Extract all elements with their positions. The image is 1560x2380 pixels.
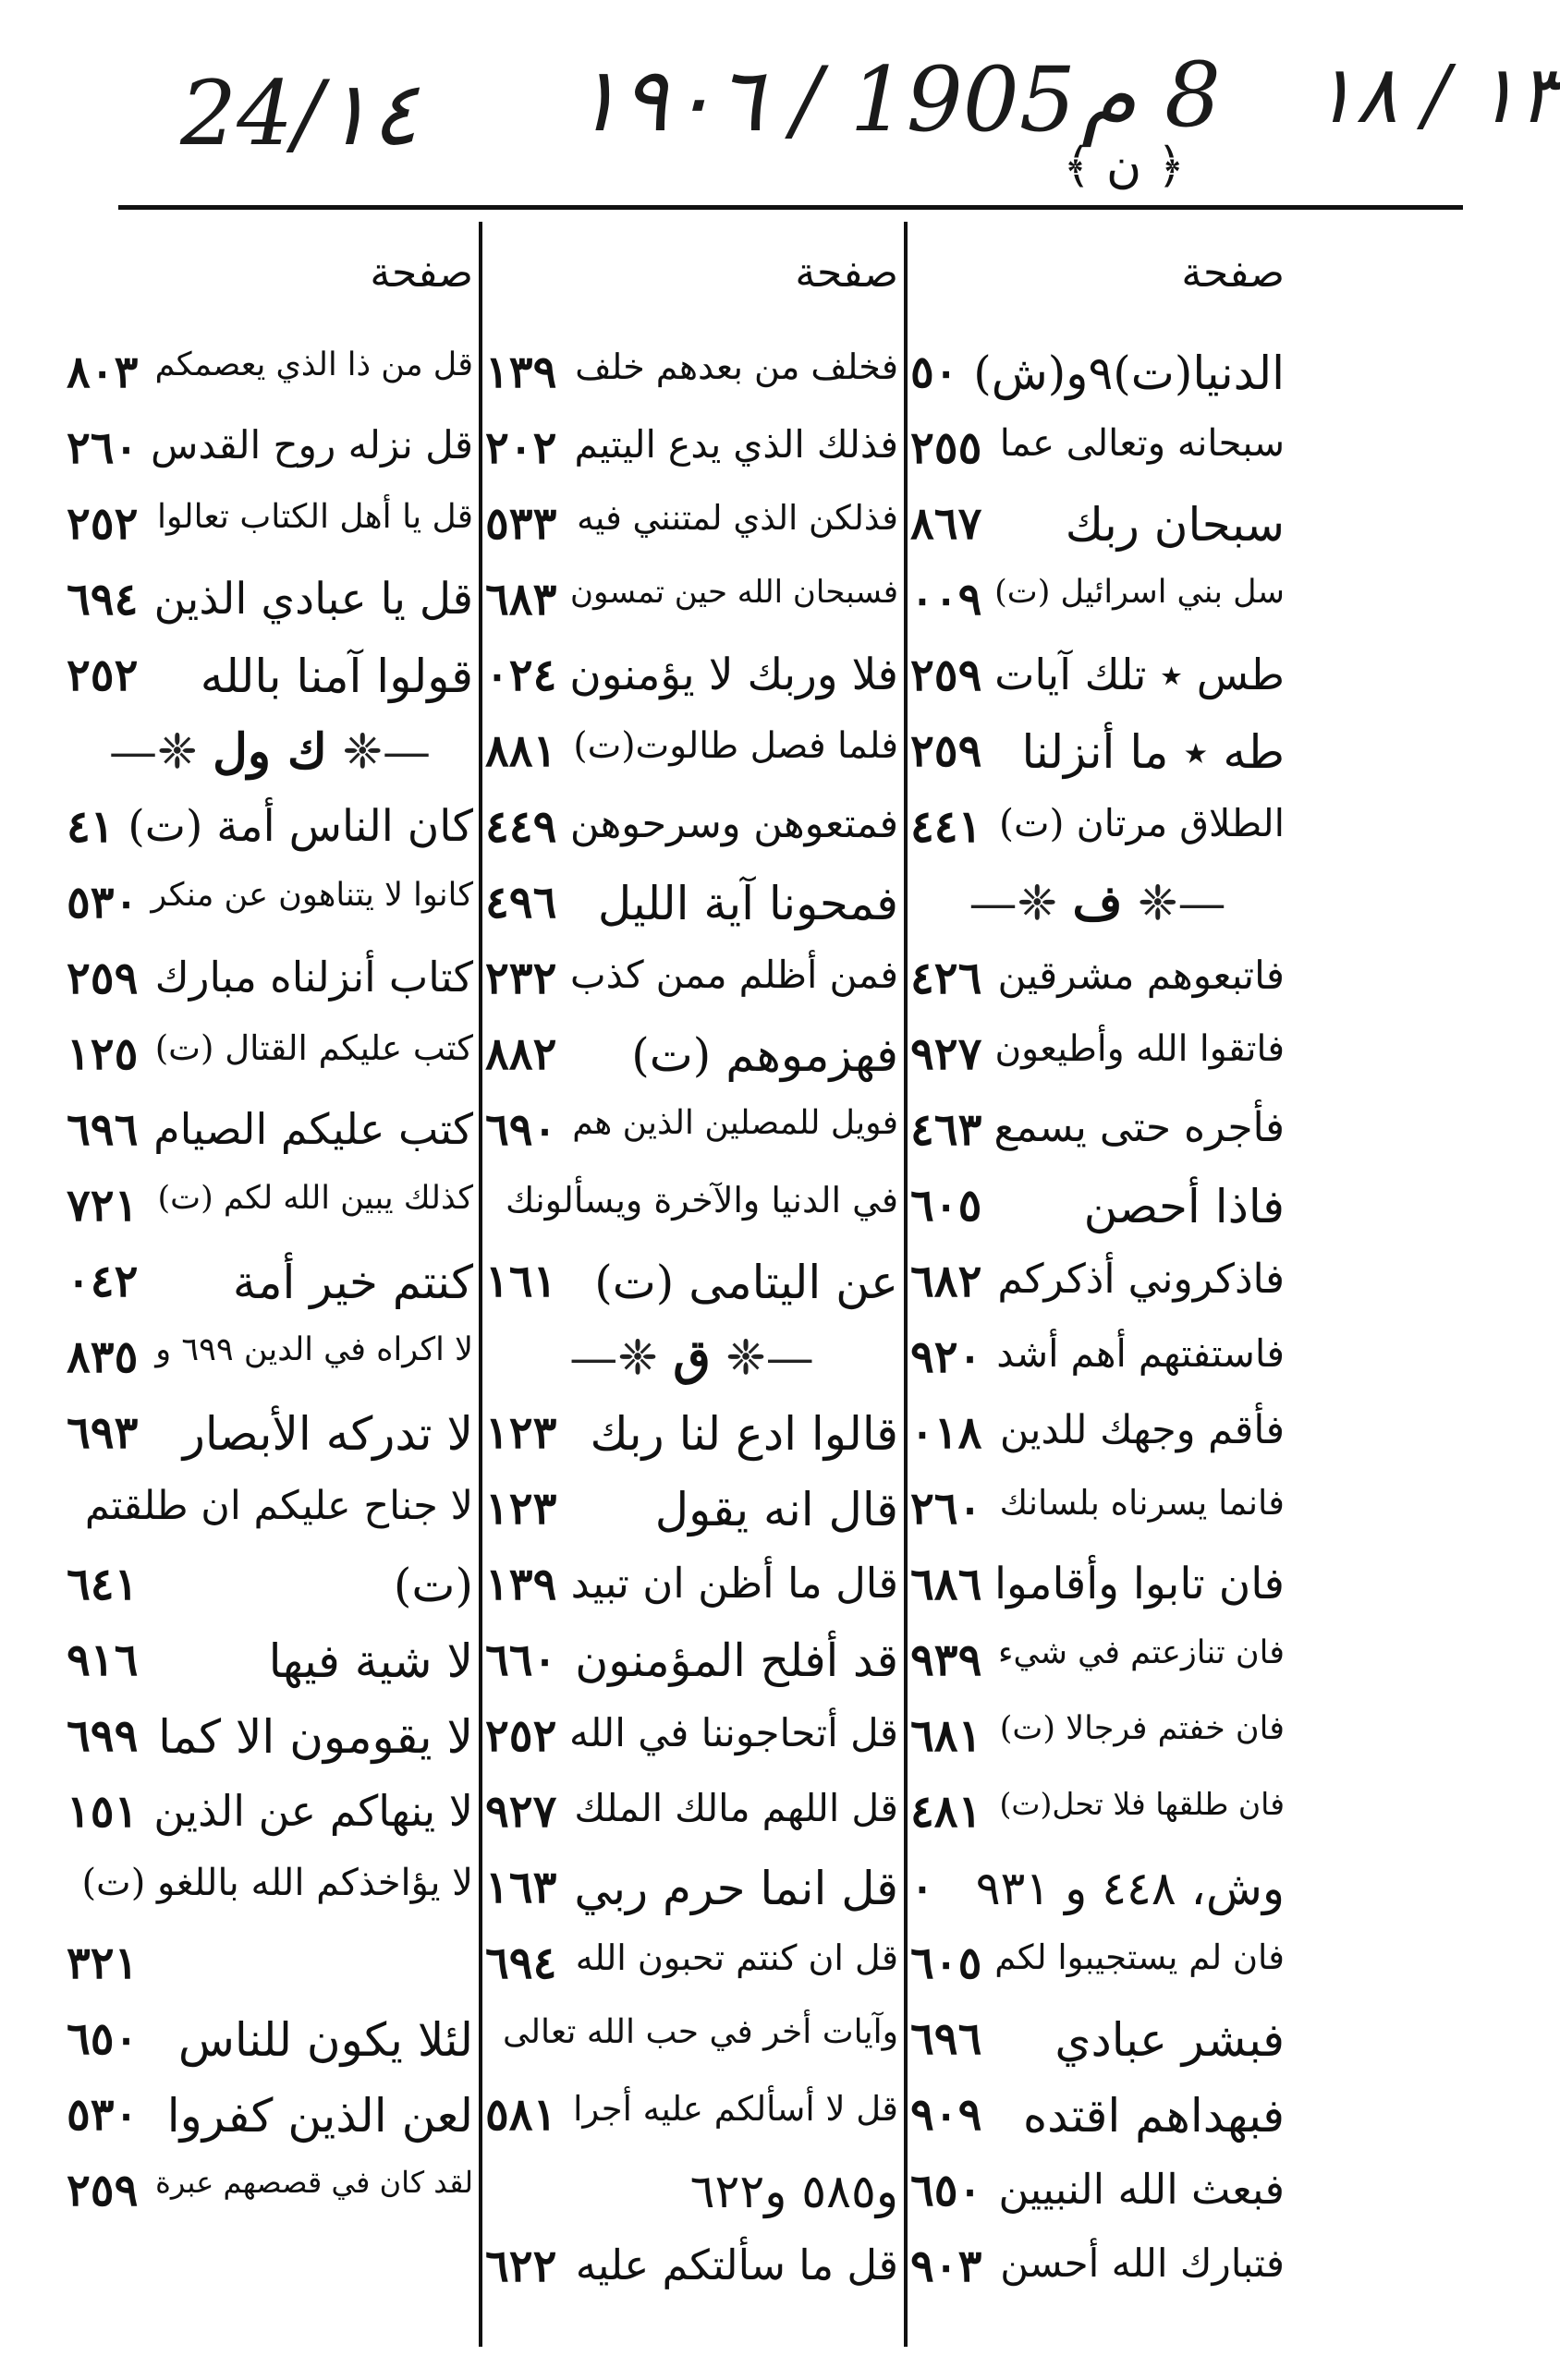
entry-text: فويل للمصلين الذين هم bbox=[572, 1104, 898, 1142]
entry-text: لا يؤاخذكم الله باللغو (ت) bbox=[81, 1862, 473, 1904]
page-number: ٠٢٤ bbox=[485, 650, 557, 701]
entry-text: فاتبعوهم مشرقين bbox=[997, 953, 1285, 998]
index-entry bbox=[67, 1701, 473, 1777]
entry-text: فتبارك الله أحسن bbox=[1000, 2240, 1285, 2286]
page-number: ٩٢٧ bbox=[910, 1028, 982, 1080]
page-number: ٦٩٤ bbox=[485, 1937, 557, 1989]
index-entry bbox=[67, 1852, 473, 1928]
page-number: ٥٣٠ bbox=[67, 2089, 139, 2141]
page-number: ٢٥٩ bbox=[67, 2165, 139, 2216]
entry-text: فبهداهم اقتده bbox=[1022, 2089, 1285, 2143]
page-number: ٠١٨ bbox=[910, 1407, 982, 1459]
handwritten-note-left: 24/١٤ bbox=[180, 62, 419, 165]
page-number: ٠٠٩ bbox=[910, 574, 982, 625]
page-number: ١٢٥ bbox=[67, 1028, 139, 1080]
entry-text: قل نزله روح القدس bbox=[151, 422, 473, 468]
page-number: ١٦١ bbox=[485, 1256, 557, 1307]
page-number: ٠ bbox=[910, 1862, 934, 1913]
page-number: ٤٤٩ bbox=[485, 801, 557, 853]
index-entry bbox=[485, 868, 898, 943]
entry-text: قل أتحاجوننا في الله bbox=[569, 1710, 898, 1755]
index-entry bbox=[910, 1019, 1285, 1095]
index-column-right bbox=[910, 249, 1285, 2347]
entry-text: كتب عليكم القتال (ت) bbox=[154, 1028, 473, 1068]
section-letter-stamp: ﴿ ن ﴾ bbox=[1063, 139, 1186, 194]
index-column-left bbox=[67, 249, 473, 2347]
page-number: ٤٨١ bbox=[910, 1786, 982, 1838]
section-letter-text: ق bbox=[673, 1330, 711, 1386]
entry-text: سبحان ربك bbox=[1065, 498, 1285, 552]
index-entry bbox=[485, 1625, 898, 1701]
page-number: ٦٨١ bbox=[910, 1710, 982, 1762]
ornament-icon: —❈ bbox=[326, 724, 432, 780]
index-entry bbox=[67, 1246, 473, 1322]
entry-text: قولوا آمنا بالله bbox=[200, 650, 473, 703]
entry-text: فأجره حتى يسمع bbox=[993, 1104, 1285, 1151]
index-entry bbox=[910, 1852, 1285, 1928]
ornament-icon: —❈ bbox=[710, 1330, 814, 1386]
entry-text: قل يا أهل الكتاب تعالوا bbox=[157, 498, 473, 536]
index-entry bbox=[485, 1928, 898, 2004]
entry-text: فذلكن الذي لمتنني فيه bbox=[577, 498, 898, 538]
page-number: ٢٥٥ bbox=[910, 422, 982, 474]
index-entry bbox=[67, 1928, 473, 2004]
page-number: ٦٨٦ bbox=[910, 1559, 982, 1610]
page-number: ٢٥٢ bbox=[485, 1710, 557, 1762]
entry-text: فسبحان الله حين تمسون bbox=[570, 574, 898, 611]
index-entry bbox=[485, 413, 898, 489]
index-entry bbox=[910, 716, 1285, 792]
index-entry bbox=[910, 2080, 1285, 2155]
section-letter-text: ك ول bbox=[213, 723, 327, 780]
index-entry bbox=[485, 1474, 898, 1549]
page-number: ٢٥٩ bbox=[67, 953, 139, 1004]
handwritten-note-middle: ١٩٠٦ / 1905 bbox=[573, 48, 1076, 152]
page-number: ٦٥٠ bbox=[67, 2013, 139, 2065]
top-rule bbox=[118, 205, 1463, 210]
page-number: ٨٨٢ bbox=[485, 1028, 557, 1080]
entry-text: فان تابوا وأقاموا bbox=[993, 1559, 1285, 1609]
index-column-middle bbox=[485, 249, 898, 2347]
index-entry bbox=[485, 1777, 898, 1852]
entry-text: طس ٭ تلك آيات bbox=[994, 650, 1285, 699]
index-entry bbox=[910, 1474, 1285, 1549]
entry-text: فان لم يستجيبوا لكم bbox=[994, 1937, 1285, 1977]
page-number: ١٢٣ bbox=[485, 1483, 557, 1535]
page-number: ٦٠٥ bbox=[910, 1937, 982, 1989]
entry-text: كنتم خير أمة bbox=[232, 1256, 473, 1309]
entry-text: لعن الذين كفروا bbox=[166, 2089, 473, 2143]
index-entry bbox=[485, 2004, 898, 2080]
index-entry bbox=[485, 2231, 898, 2307]
entry-text: كان الناس أمة (ت) bbox=[128, 801, 473, 852]
index-entry bbox=[67, 337, 473, 413]
page-number: ٥٣٠ bbox=[67, 877, 139, 929]
entry-text: فمحونا آية الليل bbox=[597, 877, 898, 930]
entry-text: و٥٨٥ و٦٢٢ bbox=[689, 2165, 898, 2218]
column-header: صفحة bbox=[370, 249, 473, 297]
page-number: ٠٤٢ bbox=[67, 1256, 139, 1307]
index-entry bbox=[485, 1171, 898, 1246]
page-number: ٦٩٠ bbox=[485, 1104, 557, 1156]
entry-text: فأقم وجهك للدين bbox=[999, 1407, 1285, 1453]
entry-text: لقد كان في قصصهم عبرة bbox=[155, 2165, 473, 2200]
entry-text: فاذا أحصن bbox=[1083, 1180, 1285, 1233]
column-divider-right bbox=[904, 222, 908, 2347]
page-number: ٢٥٩ bbox=[910, 650, 982, 701]
letter-section-header bbox=[485, 1322, 898, 1398]
page-number: ٦٢٢ bbox=[485, 2240, 557, 2292]
entry-text: كتب عليكم الصيام bbox=[153, 1104, 473, 1154]
index-entry bbox=[910, 2231, 1285, 2307]
entry-text: كتاب أنزلناه مبارك bbox=[154, 953, 473, 1002]
index-entry bbox=[910, 1322, 1285, 1398]
letter-section-header bbox=[67, 716, 473, 792]
index-entry bbox=[67, 1095, 473, 1171]
entry-text: قل يا عبادي الذين bbox=[153, 574, 473, 625]
page-number: ٢٦٠ bbox=[67, 422, 139, 474]
index-entry bbox=[485, 943, 898, 1019]
handwritten-note-right-b: ١٣ / ١٨ bbox=[1312, 49, 1560, 141]
entry-text: الطلاق مرتان (ت) bbox=[998, 801, 1285, 845]
page-number: ٩٢٧ bbox=[485, 1786, 557, 1838]
entry-text: عن اليتامى (ت) bbox=[594, 1256, 898, 1309]
page-number: ٦٩٦ bbox=[67, 1104, 139, 1156]
entry-text: قل ان كنتم تحبون الله bbox=[575, 1937, 898, 1978]
index-entry bbox=[910, 640, 1285, 716]
index-entry bbox=[485, 1095, 898, 1171]
index-entry bbox=[485, 716, 898, 792]
index-entry bbox=[67, 2080, 473, 2155]
index-entry bbox=[910, 2004, 1285, 2080]
entry-text: قال انه يقول bbox=[654, 1483, 898, 1536]
index-entry bbox=[485, 640, 898, 716]
entry-text: قال ما أظن ان تبيد bbox=[570, 1559, 898, 1608]
page-number: ٩٠٣ bbox=[910, 2240, 982, 2292]
entry-text: قالوا ادع لنا ربك bbox=[590, 1407, 898, 1461]
entry-text: فمتعوهن وسرحوهن bbox=[569, 801, 898, 847]
index-entry bbox=[67, 1777, 473, 1852]
page-number: ٥٣٣ bbox=[485, 498, 557, 550]
entry-text: قل انما حرم ربي bbox=[574, 1862, 898, 1915]
handwritten-note-right-a: 8 م bbox=[1081, 43, 1222, 147]
entry-text: الدنيا(ت)٩و(ش) bbox=[973, 346, 1285, 400]
entry-text: فان طلقها فلا تحل(ت) bbox=[999, 1786, 1285, 1822]
page-number: ٩٠٩ bbox=[910, 2089, 982, 2141]
entry-text: قد أفلح المؤمنون bbox=[575, 1634, 898, 1687]
index-entry bbox=[910, 1095, 1285, 1171]
index-entry bbox=[485, 1019, 898, 1095]
index-entry bbox=[67, 2004, 473, 2080]
page-number: ٤١ bbox=[67, 801, 115, 853]
section-letter bbox=[910, 875, 1285, 931]
page-number: ١٦٣ bbox=[485, 1862, 557, 1913]
entry-text: فبشر عبادي bbox=[1054, 2013, 1285, 2067]
index-entry bbox=[910, 565, 1285, 640]
page-number: ٦٩٩ bbox=[67, 1710, 139, 1762]
entry-text: لا يقومون الا كما bbox=[158, 1710, 473, 1764]
entry-text: سبحانه وتعالى عما bbox=[999, 422, 1285, 465]
page-number: ١٣٩ bbox=[485, 346, 557, 398]
entry-text: فاذكروني أذكركم bbox=[997, 1256, 1285, 1303]
index-entry bbox=[67, 868, 473, 943]
page-number: ٩١٦ bbox=[67, 1634, 139, 1686]
index-entry bbox=[67, 792, 473, 868]
entry-text: وش، ٤٤٨ و ٩٣١ bbox=[975, 1862, 1285, 1915]
page-number: ٩٣٩ bbox=[910, 1634, 982, 1686]
entry-text: (ت) bbox=[393, 1559, 473, 1612]
page-number: ١٣٩ bbox=[485, 1559, 557, 1610]
index-entry bbox=[910, 489, 1285, 565]
page-number: ٤٤١ bbox=[910, 801, 982, 853]
page-number: ٢٥٢ bbox=[67, 650, 139, 701]
index-entry bbox=[910, 1171, 1285, 1246]
entry-text: لا جناح عليكم ان طلقتم bbox=[84, 1483, 473, 1529]
letter-section-header bbox=[910, 868, 1285, 943]
entry-text: لا اكراه في الدين ٦٩٩ و bbox=[155, 1331, 473, 1368]
column-header: صفحة bbox=[795, 249, 898, 297]
index-entry bbox=[485, 1701, 898, 1777]
section-letter-text: ف bbox=[1072, 875, 1123, 931]
page-number: ٦٩٦ bbox=[910, 2013, 982, 2065]
ornament-icon: ❈— bbox=[108, 724, 213, 780]
entry-text: فان خفتم فرجالا (ت) bbox=[999, 1710, 1285, 1747]
entry-text: فذلك الذي يدع اليتيم bbox=[574, 422, 898, 467]
index-entry bbox=[67, 1171, 473, 1246]
page-number: ٦٦٠ bbox=[485, 1634, 557, 1686]
index-entry bbox=[67, 1474, 473, 1549]
entry-text: قل لا أسألكم عليه أجرا bbox=[573, 2089, 898, 2129]
index-entry bbox=[910, 1549, 1285, 1625]
page-number: ١٥١ bbox=[67, 1786, 139, 1838]
page-number: ٦٩٤ bbox=[67, 574, 139, 625]
index-entry bbox=[910, 1777, 1285, 1852]
column-divider-left bbox=[479, 222, 482, 2347]
entry-list bbox=[485, 337, 898, 2307]
index-entry bbox=[67, 1398, 473, 1474]
index-entry bbox=[485, 2080, 898, 2155]
page-number: ٦٤١ bbox=[67, 1559, 139, 1610]
index-entry bbox=[485, 1246, 898, 1322]
index-entry bbox=[67, 1625, 473, 1701]
index-entry bbox=[485, 2155, 898, 2231]
page-number: ٥٠ bbox=[910, 346, 958, 398]
index-entry bbox=[485, 1852, 898, 1928]
index-entry bbox=[910, 1246, 1285, 1322]
page-number: ١٢٣ bbox=[485, 1407, 557, 1459]
entry-text: فخلف من بعدهم خلف bbox=[575, 346, 898, 387]
page-number: ٦٥٠ bbox=[910, 2165, 982, 2216]
page-number: ٢٥٢ bbox=[67, 498, 139, 550]
index-entry bbox=[910, 1928, 1285, 2004]
index-entry bbox=[910, 1398, 1285, 1474]
index-entry bbox=[910, 413, 1285, 489]
page-number: ٨٦٧ bbox=[910, 498, 982, 550]
page-number: ٢٥٩ bbox=[910, 725, 982, 777]
entry-text: طه ٭ ما أنزلنا bbox=[1021, 725, 1285, 779]
page-number: ٨٠٣ bbox=[67, 346, 139, 398]
index-entry bbox=[485, 792, 898, 868]
index-entry bbox=[910, 1625, 1285, 1701]
page-number: ٤٦٣ bbox=[910, 1104, 982, 1156]
index-entry bbox=[67, 413, 473, 489]
index-entry bbox=[485, 1549, 898, 1625]
index-entry bbox=[910, 792, 1285, 868]
entry-text: في الدنيا والآخرة ويسألونك bbox=[506, 1180, 898, 1220]
entry-list bbox=[910, 337, 1285, 2307]
page-number: ٣٢١ bbox=[67, 1937, 139, 1989]
entry-text: فاستفتهم أهم أشد bbox=[996, 1331, 1285, 1376]
entry-text: كانوا لا يتناهون عن منكر bbox=[151, 877, 473, 914]
section-letter bbox=[67, 723, 473, 780]
page-number: ٦٨٣ bbox=[485, 574, 557, 625]
entry-text: فلما فصل طالوت(ت) bbox=[573, 725, 898, 767]
entry-list bbox=[67, 337, 473, 2231]
page-number: ٢٠٢ bbox=[485, 422, 557, 474]
page-number: ٥٨١ bbox=[485, 2089, 557, 2141]
entry-text: قل ما سألتكم عليه bbox=[575, 2240, 898, 2289]
index-entry bbox=[910, 943, 1285, 1019]
page-number: ٨٨١ bbox=[485, 725, 557, 777]
entry-text: فاتقوا الله وأطيعون bbox=[994, 1028, 1285, 1070]
entry-text: فبعث الله النبيين bbox=[998, 2165, 1285, 2214]
entry-text: قل اللهم مالك الملك bbox=[574, 1786, 898, 1830]
page-number: ٨٣٥ bbox=[67, 1331, 139, 1383]
page-number: ٢٦٠ bbox=[910, 1483, 982, 1535]
ornament-icon: —❈ bbox=[1122, 876, 1226, 931]
index-entry bbox=[67, 1549, 473, 1625]
entry-text: فمن أظلم ممن كذب bbox=[569, 953, 898, 997]
index-entry bbox=[67, 489, 473, 565]
entry-text: فانما يسرناه بلسانك bbox=[999, 1483, 1285, 1523]
entry-text: لئلا يكون للناس bbox=[177, 2013, 473, 2067]
page-number: ٤٩٦ bbox=[485, 877, 557, 929]
index-entry bbox=[485, 489, 898, 565]
index-entry bbox=[485, 337, 898, 413]
entry-text: فان تنازعتم في شيء bbox=[998, 1634, 1285, 1671]
index-entry bbox=[67, 640, 473, 716]
index-entry bbox=[910, 1701, 1285, 1777]
section-letter bbox=[485, 1330, 898, 1386]
index-entry bbox=[67, 1322, 473, 1398]
index-entry bbox=[910, 2155, 1285, 2231]
entry-text: لا شية فيها bbox=[268, 1634, 473, 1688]
page-number: ٤٢٦ bbox=[910, 953, 982, 1004]
entry-text: لا ينهاكم عن الذين bbox=[153, 1786, 473, 1836]
entry-text: وآيات أخر في حب الله تعالى bbox=[503, 2013, 898, 2051]
column-header: صفحة bbox=[1181, 249, 1285, 297]
entry-text: لا تدركه الأبصار bbox=[182, 1407, 473, 1461]
index-entry bbox=[67, 1019, 473, 1095]
entry-text: فلا وربك لا يؤمنون bbox=[569, 650, 898, 700]
index-entry bbox=[485, 565, 898, 640]
index-entry bbox=[67, 2155, 473, 2231]
page-number: ٦٨٢ bbox=[910, 1256, 982, 1307]
entry-text: فهزموهم (ت) bbox=[631, 1028, 898, 1082]
page-number: ٢٣٢ bbox=[485, 953, 557, 1004]
entry-text: قل من ذا الذي يعصمكم bbox=[154, 346, 473, 383]
page-number: ٦٩٣ bbox=[67, 1407, 139, 1459]
index-entry bbox=[67, 565, 473, 640]
entry-text: كذلك يبين الله لكم (ت) bbox=[157, 1180, 473, 1217]
ornament-icon: ❈— bbox=[569, 1330, 674, 1386]
index-entry bbox=[910, 337, 1285, 413]
page-number: ٦٠٥ bbox=[910, 1180, 982, 1232]
page-number: ٧٢١ bbox=[67, 1180, 139, 1232]
index-entry bbox=[485, 1398, 898, 1474]
entry-text: سل بني اسرائيل (ت) bbox=[994, 574, 1285, 611]
page-number: ٩٢٠ bbox=[910, 1331, 982, 1383]
ornament-icon: ❈— bbox=[969, 876, 1073, 931]
index-entry bbox=[67, 943, 473, 1019]
